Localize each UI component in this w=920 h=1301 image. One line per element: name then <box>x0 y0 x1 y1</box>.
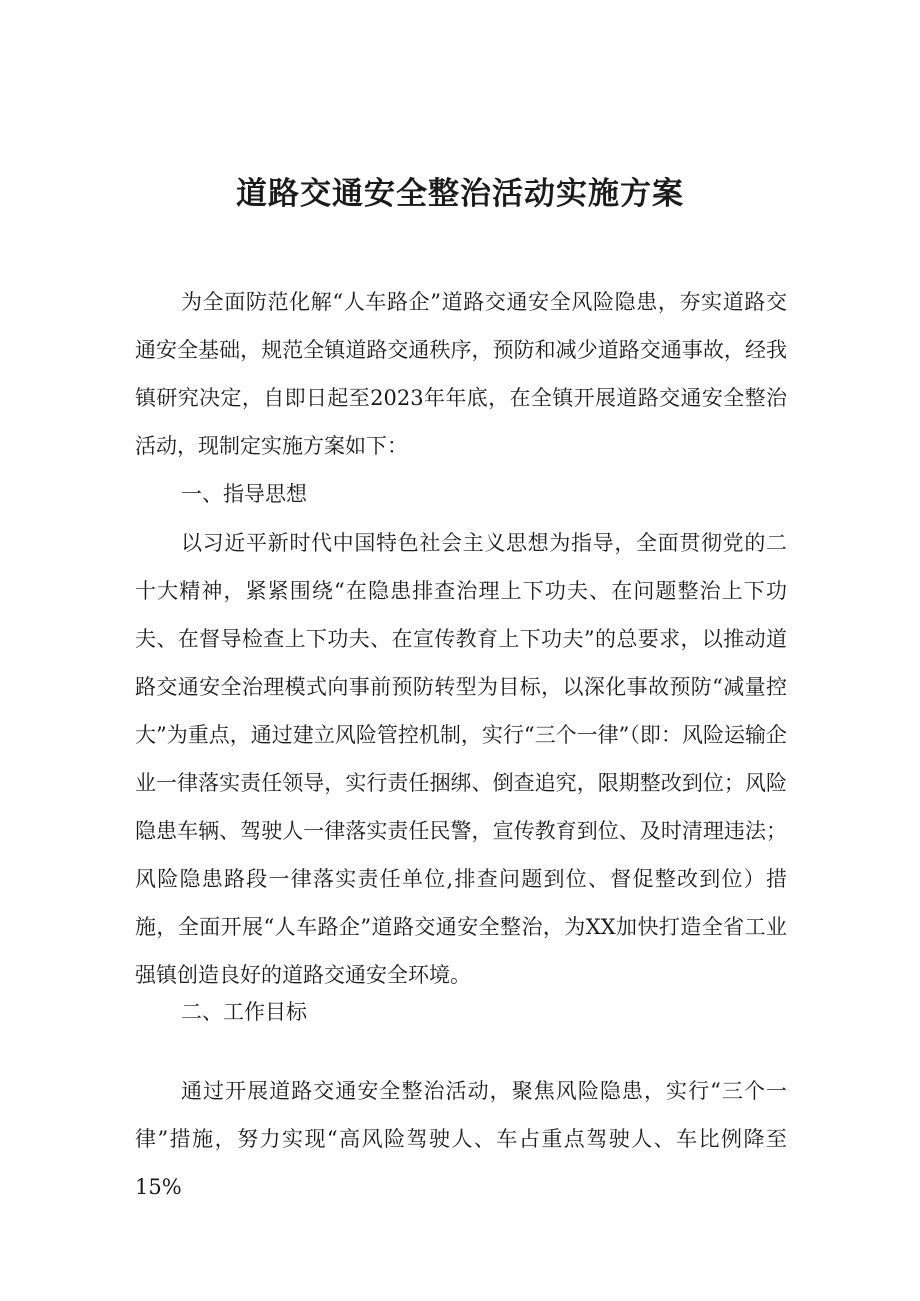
intro-paragraph: 为全面防范化解“人车路企”道路交通安全风险隐患，夯实道路交通安全基础，规范全镇道路交通秩序，预防和减少道路交通事故，经我镇研究决定，自即日起至2023年年底，在全镇开展道路交通安全整治活动，现制定实施方案如下： <box>135 290 787 458</box>
section-heading-work-goals: 二、工作目标 <box>181 1000 307 1024</box>
section-heading-guiding-thought: 一、指导思想 <box>181 482 307 506</box>
work-goals-paragraph: 通过开展道路交通安全整治活动，聚焦风险隐患，实行“三个一律”措施，努力实现“高风险驾驶人、车占重点驾驶人、车比例降至15% <box>135 1079 787 1199</box>
guiding-thought-paragraph: 以习近平新时代中国特色社会主义思想为指导，全面贯彻党的二十大精神，紧紧围绕“在隐患排查治理上下功夫、在问题整治上下功夫、在督导检查上下功夫、在宣传教育上下功夫”的总要求，以推动道路交通安全治理模式向事前预防转型为目标，以深化事故预防“减量控大”为重点，通过建立风险管控机制，实行“三个一律”（即：风险运输企业一律落实责任领导，实行责任捆绑、倒查追究，限期整改到位；风险隐患车辆、驾驶人一律落实责任民警，宣传教育到位、及时清理违法；风险隐患路段一律落实责任单位,排查问题到位、督促整改到位）措施，全面开展“人车路企”道路交通安全整治，为XX加快打造全省工业强镇创造良好的道路交通安全环境。 <box>135 531 787 987</box>
document-title: 道路交通安全整治活动实施方案 <box>236 176 684 212</box>
